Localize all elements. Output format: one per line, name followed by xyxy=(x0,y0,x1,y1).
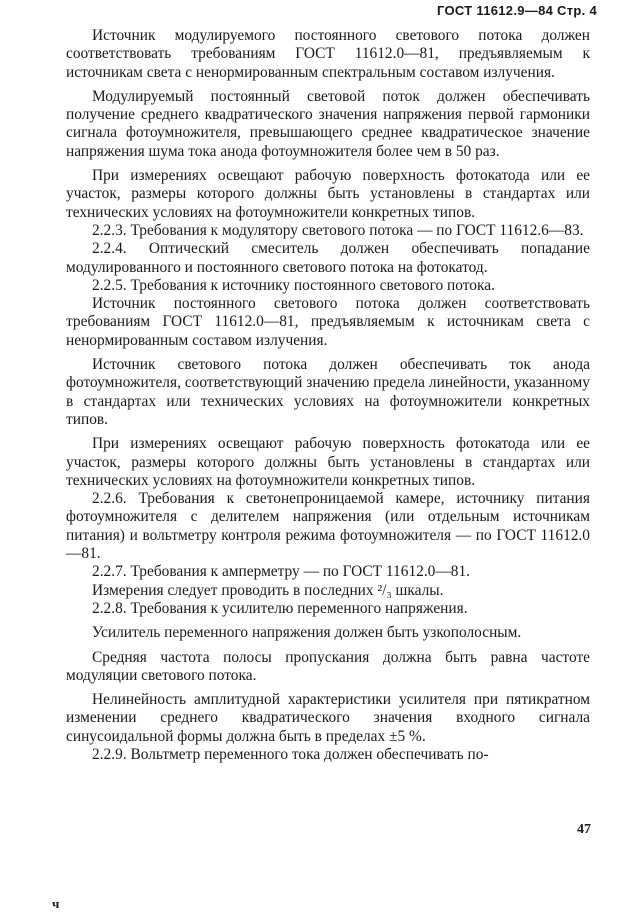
paragraph-2-2-7: 2.2.7. Требования к амперметру — по ГОСТ 11612.0—81. xyxy=(92,563,471,581)
paragraph-constant-source: Источник постоянного светового потока должен соответствовать требованиям ГОСТ 11612.0—81, предъявляемым к источникам света с ненормированным составом излучения. xyxy=(66,295,590,349)
paragraph-measurement-surface-1: При измерениях освещают рабочую поверхность фотокатода или ее участок, размеры которого должны быть установлены в стандартах или технических условиях на фотоумножители конкретных типов. xyxy=(66,167,590,221)
paragraph-2-2-4: 2.2.4. Оптический смеситель должен обеспечивать попадание модулированного и постоянного светового потока на фотокатод. xyxy=(66,240,590,276)
document-body xyxy=(66,27,590,764)
paragraph-anode-current: Источник светового потока должен обеспечивать ток анода фотоумножителя, соответствующий значению предела линейности, указанному в стандартах или технических условиях на фотоумножители конкретных типов. xyxy=(66,356,590,428)
paragraph-measurement-surface-2: При измерениях освещают рабочую поверхность фотокатода или ее участок, размеры которого должны быть установлены в стандартах или технических условиях на фотоумножители конкретных типов. xyxy=(66,435,590,489)
page-number: 47 xyxy=(577,822,591,837)
paragraph-2-2-9: 2.2.9. Вольтметр переменного тока должен обеспечивать по- xyxy=(92,745,489,763)
paragraph-nonlinearity: Нелинейность амплитудной характеристики усилителя при пятикратном изменении среднего квадратического значения входного сигнала синусоидальной формы должна быть в пределах ±5 %. xyxy=(66,691,590,745)
bottom-margin-mark: ч xyxy=(52,896,60,911)
running-header: ГОСТ 11612.9—84 Стр. 4 xyxy=(436,3,597,18)
paragraph-2-2-6: 2.2.6. Требования к светонепроницаемой камере, источнику питания фотоумножителя с делителем напряжения (или отдельным источникам питания) и вольтметру контроля режима фотоумножителя — по ГОСТ 11612.0—81. xyxy=(66,490,590,563)
paragraph-center-frequency: Средняя частота полосы пропускания должна быть равна частоте модуляции светового потока. xyxy=(66,648,590,684)
paragraph-light-source-modulated: Источник модулируемого постоянного светового потока должен соответствовать требованиям ГОСТ 11612.0—81, предъявляемым к источникам света с ненормированным спектральным составом излучения. xyxy=(66,27,590,81)
paragraph-2-2-3: 2.2.3. Требования к модулятору светового потока — по ГОСТ 11612.6—83. xyxy=(92,221,584,239)
paragraph-2-2-5: 2.2.5. Требования к источнику постоянного светового потока. xyxy=(92,276,495,294)
paragraph-narrowband: Усилитель переменного напряжения должен быть узкополосным. xyxy=(92,624,522,642)
paragraph-scale-range: Измерения следует проводить в последних ²/₃ шкалы. xyxy=(92,581,444,599)
paragraph-modulated-flux: Модулируемый постоянный световой поток должен обеспечивать получение среднего квадратического значения напряжения первой гармоники сигнала фотоумножителя, превышающего среднее квадратическое значение напряжения шума тока анода фотоумножителя более чем в 50 раз. xyxy=(66,87,590,160)
paragraph-2-2-8: 2.2.8. Требования к усилителю переменного напряжения. xyxy=(92,599,468,617)
